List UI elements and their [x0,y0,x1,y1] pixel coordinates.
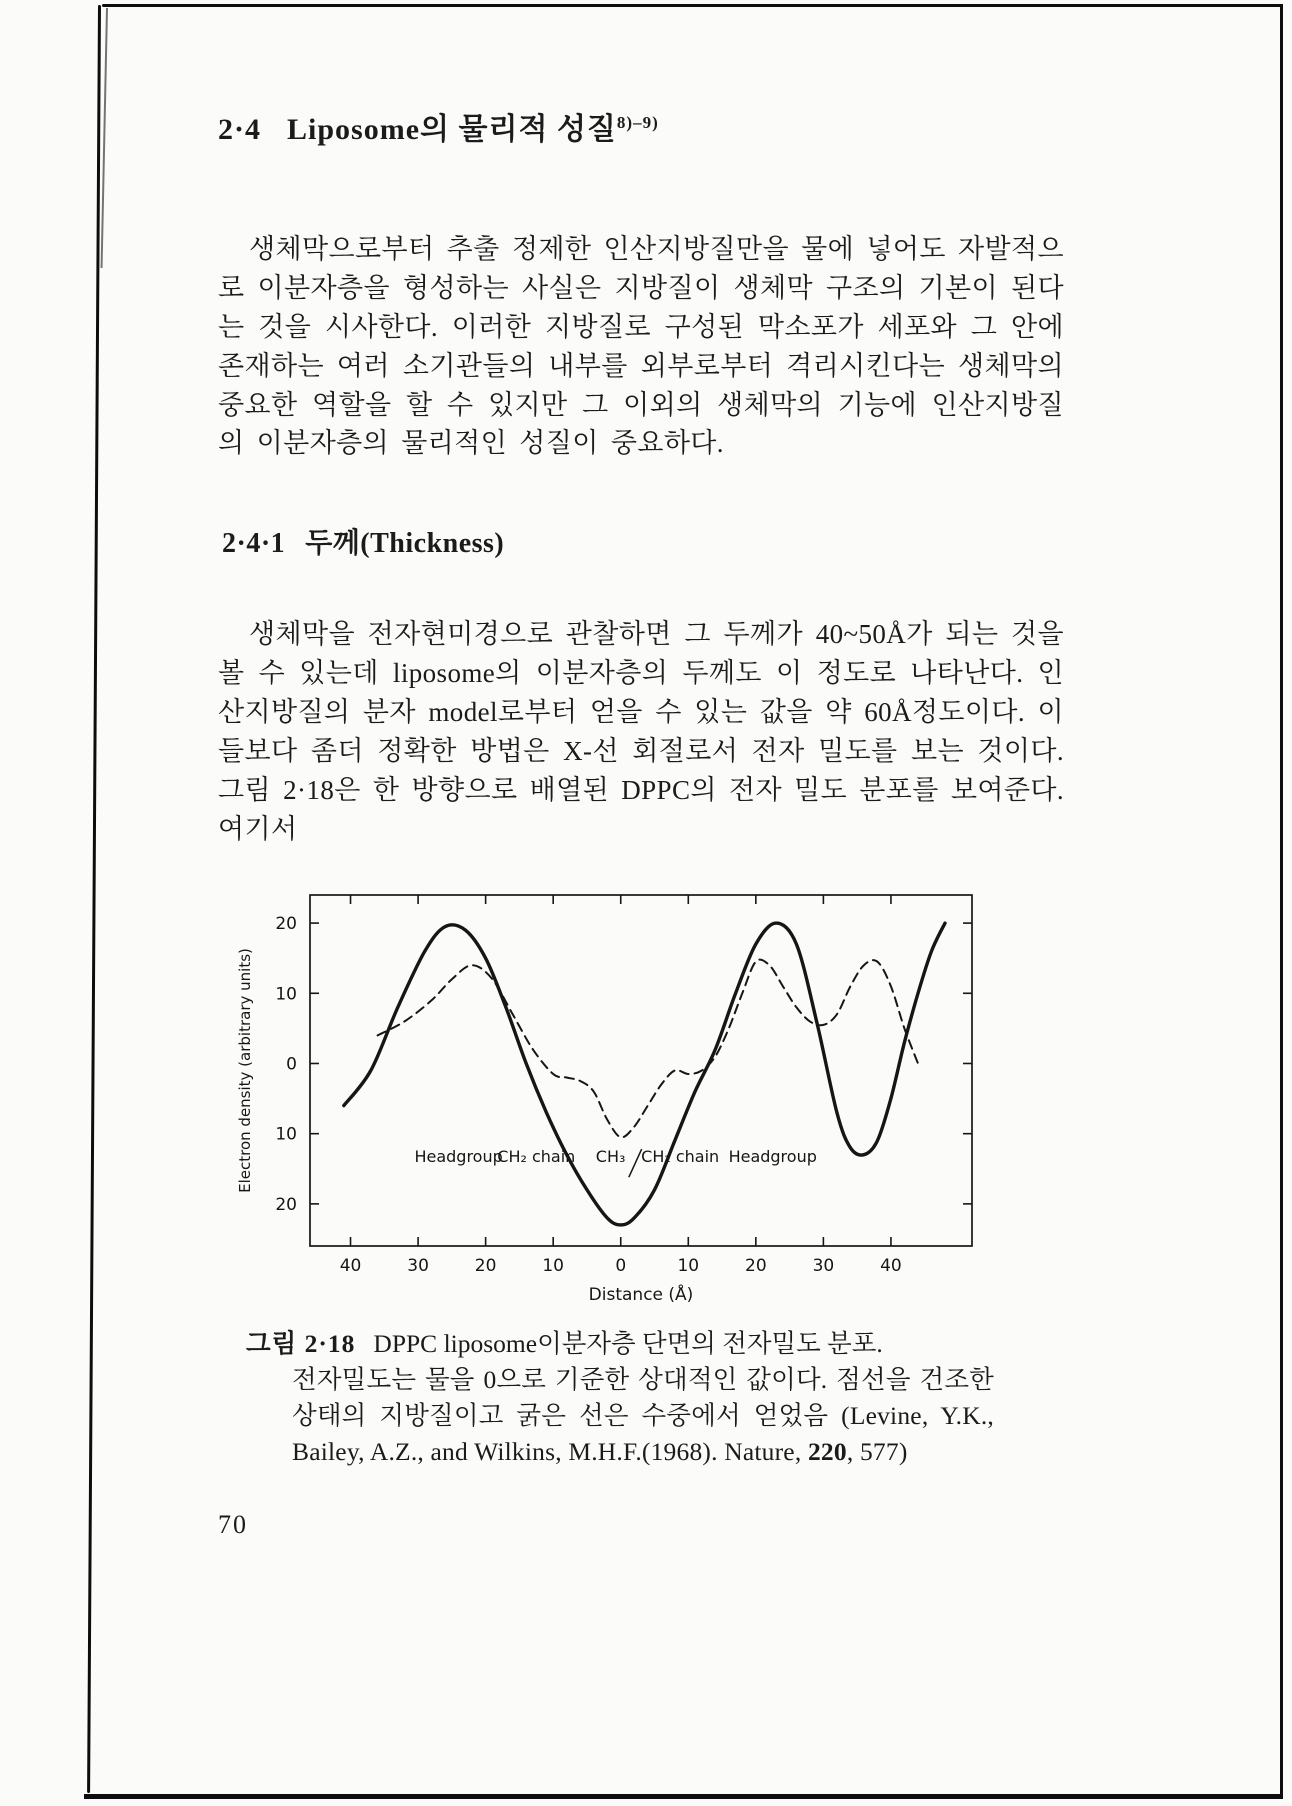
electron-density-chart [230,881,990,1316]
svg-text:20: 20 [275,913,297,934]
svg-text:Electron density (arbitrary un: Electron density (arbitrary units) [236,947,254,1193]
subsection-number: 2·4·1 [222,528,286,560]
svg-text:20: 20 [745,1255,767,1276]
figure-caption-volume: 220 [807,1437,847,1467]
svg-text:20: 20 [275,1194,297,1215]
svg-text:Headgroup: Headgroup [728,1146,817,1166]
section-title [218,104,1064,148]
svg-text:40: 40 [880,1255,902,1276]
svg-text:30: 30 [407,1255,429,1276]
figure-caption-tail: , 577) [846,1437,908,1467]
svg-text:Distance (Å): Distance (Å) [588,1284,694,1305]
figure-caption [230,1326,1064,1471]
section-number: 2·4 [218,113,262,146]
svg-text:0: 0 [286,1053,297,1074]
page-number: 70 [218,1510,248,1540]
svg-text:CH₂ chain: CH₂ chain [641,1146,720,1166]
footnote-reference: 8)–9) [616,113,659,132]
scan-edge-bottom [84,1794,1283,1799]
svg-text:10: 10 [542,1255,565,1276]
figure-caption-label: 그림 2·18 [246,1328,356,1358]
svg-text:10: 10 [275,1124,297,1145]
svg-text:30: 30 [812,1255,835,1276]
figure-caption-text: 전자밀도는 물을 0으로 기준한 상대적인 값이다. 점선을 건조한 상태의 지방질이고 굵은 선은 수중에서 얻었음 (Levine, Y.K., Bailey, A.Z., and Wilkins, M.H.F.(1968). Nature, [292,1364,994,1467]
figure-caption-line1 [246,1326,1064,1362]
subsection-title-text: 두께(Thickness) [305,528,505,560]
svg-text:10: 10 [275,983,297,1004]
svg-text:Headgroup: Headgroup [414,1146,503,1166]
figure-caption-title: DPPC liposome이분자층 단면의 전자밀도 분포. [373,1328,883,1358]
svg-text:20: 20 [474,1255,497,1276]
svg-text:10: 10 [677,1255,700,1276]
svg-text:CH₂ chain: CH₂ chain [497,1146,576,1166]
paragraph-1: 생체막으로부터 추출 정제한 인산지방질만을 물에 넣어도 자발적으로 이분자층을 형성하는 사실은 지방질이 생체막 구조의 기본이 된다는 것을 시사한다. 이러한 지방질로 구성된 막소포가 세포와 그 안에 존재하는 여러 소기관들의 내부를 외부로부터 격리시킨다는 생체막의 중요한 역할을 할 수 있지만 그 이외의 생체막의 기능에 인산지방질의 이분자층의 물리적인 성질이 중요하다. [218,234,1064,459]
section-title-text: Liposome의 물리적 성질 [287,113,617,146]
figure-caption-body [292,1362,994,1471]
svg-text:0: 0 [615,1255,627,1276]
svg-text:40: 40 [339,1255,362,1276]
figure-2-18 [230,881,1064,1471]
svg-text:CH₃: CH₃ [595,1146,626,1166]
paragraph-2: 생체막을 전자현미경으로 관찰하면 그 두께가 40~50Å가 되는 것을 볼 수 있는데 liposome의 이분자층의 두께도 이 정도로 나타난다. 인산지방질의 분자 model로부터 얻을 수 있는 값을 약 60Å정도이다. 이들보다 좀더 정확한 방법은 X-선 회절로서 전자 밀도를 보는 것이다. 그림 2·18은 한 방향으로 배열된 DPPC의 전자 밀도 분포를 보여준다. 여기서 [218,619,1064,844]
subsection-title [218,521,1064,561]
